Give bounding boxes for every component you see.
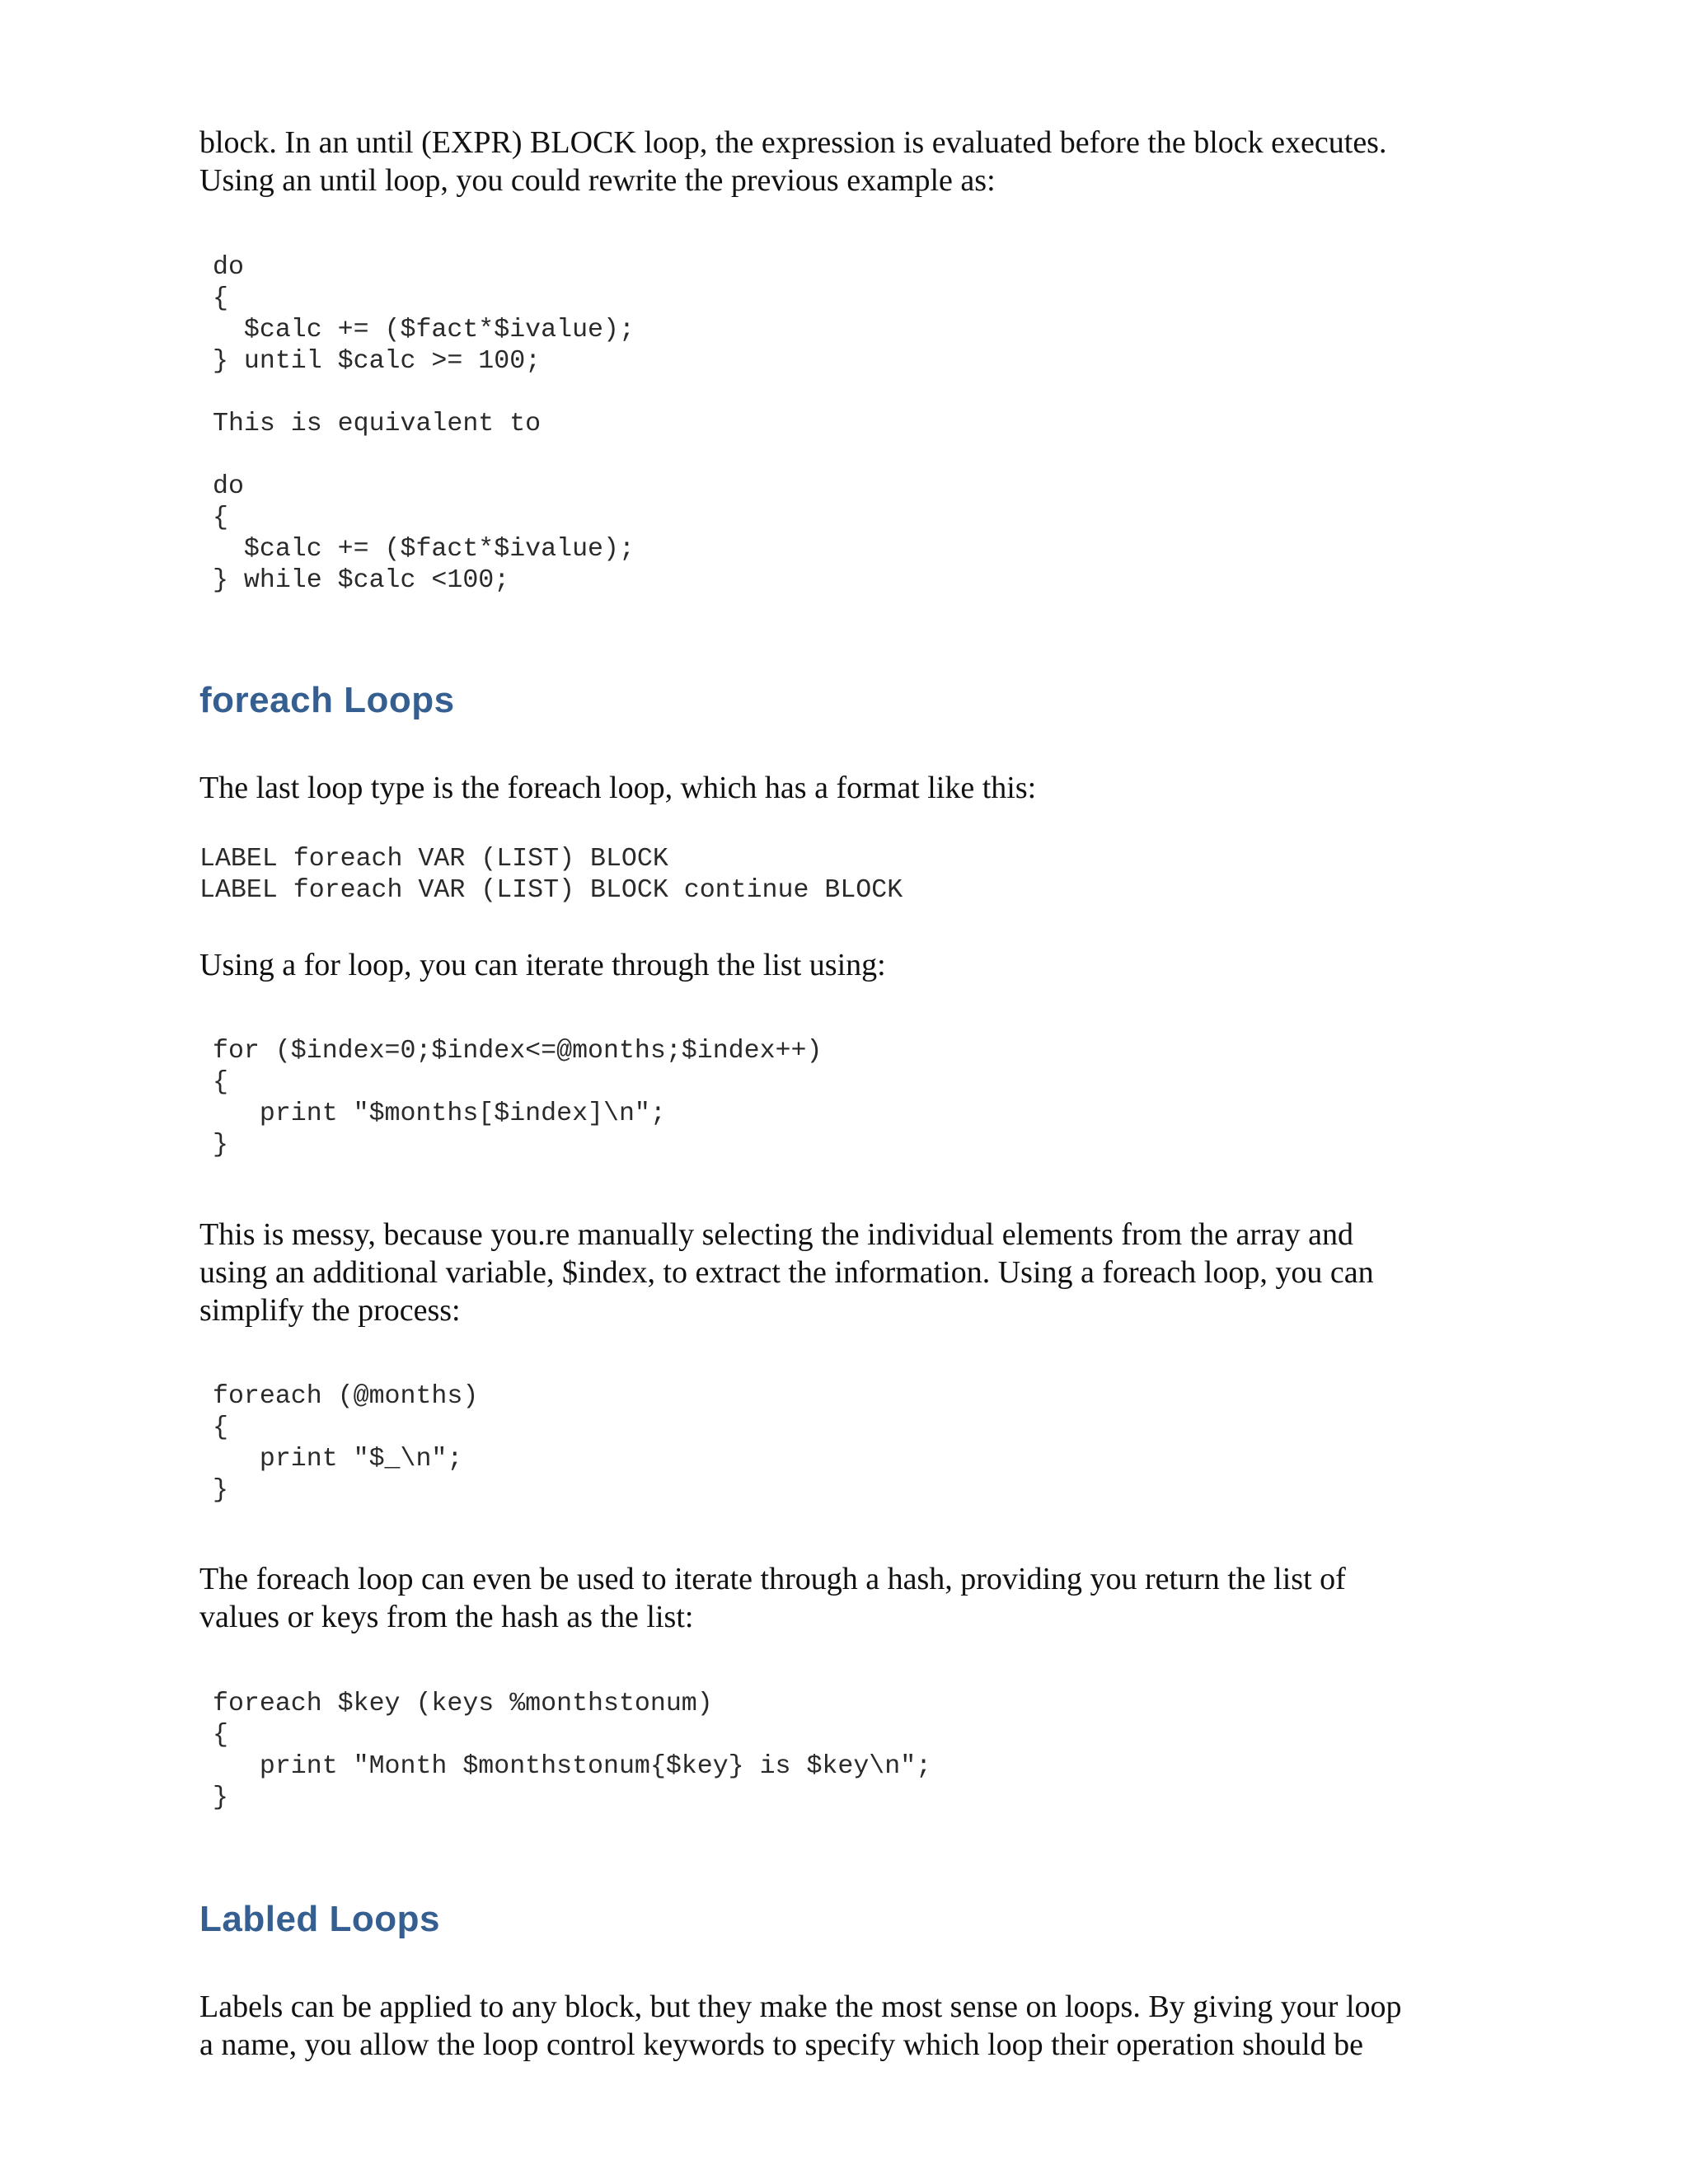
code-block-foreach-months: foreach (@months) { print "$_\n"; } [213, 1382, 479, 1505]
code-block-until-example: do { $calc += ($fact*$ivalue); } until $calc >= 100; This is equivalent to do { $calc += ($fact*$ivalue); } while $calc <100; [213, 253, 635, 595]
heading-labeled-loops: Labled Loops [199, 1899, 440, 1939]
paragraph-messy-explanation: This is messy, because you.re manually selecting the individual elements from the array and using an additional variable, $index, to extract the information. Using a foreach loop, you can simplify the process: [199, 1217, 1374, 1328]
paragraph-labels-intro: Labels can be applied to any block, but they make the most sense on loops. By giving your loop a name, you allow the loop control keywords to specify which loop their operation should be [199, 1990, 1402, 2062]
paragraph-foreach-hash: The foreach loop can even be used to iterate through a hash, providing you return the list of values or keys from the hash as the list: [199, 1562, 1346, 1634]
paragraph-until-loop-intro: block. In an until (EXPR) BLOCK loop, the expression is evaluated before the block executes. Using an until loop, you could rewrite the previous example as: [199, 125, 1387, 198]
paragraph-foreach-format: The last loop type is the foreach loop, which has a format like this: [199, 771, 1037, 805]
code-block-foreach-hash: foreach $key (keys %monthstonum) { print "Month $monthstonum{$key} is $key\n"; } [213, 1690, 932, 1812]
paragraph-for-loop-iterate: Using a for loop, you can iterate through the list using: [199, 948, 886, 982]
heading-foreach-loops: foreach Loops [199, 680, 455, 720]
code-block-for-loop: for ($index=0;$index<=@months;$index++) { print "$months[$index]\n"; } [213, 1037, 823, 1160]
code-block-foreach-syntax: LABEL foreach VAR (LIST) BLOCK LABEL foreach VAR (LIST) BLOCK continue BLOCK [199, 845, 903, 905]
